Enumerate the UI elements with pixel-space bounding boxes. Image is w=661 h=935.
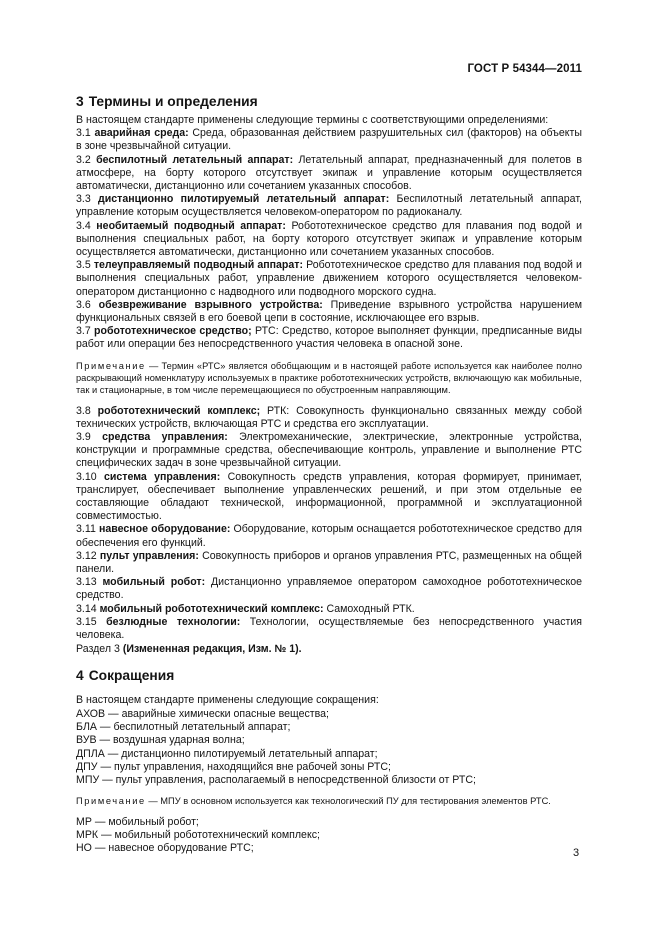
section-title: Термины и определения bbox=[88, 94, 258, 109]
term-number: 3.14 bbox=[76, 602, 97, 615]
term-name: беспилотный летательный аппарат: bbox=[96, 153, 294, 166]
term-number: 3.13 bbox=[76, 576, 97, 589]
abbreviation-item: АХОВ — аварийные химически опасные вещества; bbox=[76, 707, 330, 720]
term-definition: Технологии, осуществляемые без непосредственного участия человека. bbox=[76, 615, 582, 641]
term-entry bbox=[76, 193, 582, 219]
abbreviations-list bbox=[76, 694, 582, 787]
term-definition: Среда, образованная действием разрушительных сил (факторов) на объекты в зоне чрезвычайной ситуации. bbox=[76, 127, 582, 153]
term-name: навесное оборудование: bbox=[98, 523, 231, 536]
terms-list-1 bbox=[76, 127, 582, 351]
abbr-items-1 bbox=[76, 708, 582, 788]
term-number: 3.12 bbox=[76, 549, 97, 562]
term-definition: Самоходный РТК. bbox=[326, 602, 415, 615]
term-name: робототехническое средство; bbox=[94, 325, 252, 338]
note-text: — МПУ в основном используется как технологический ПУ для тестирования элементов РТС. bbox=[145, 796, 551, 807]
term-entry bbox=[76, 220, 582, 260]
term-entry bbox=[76, 154, 582, 194]
page-number: 3 bbox=[573, 847, 580, 859]
page-content bbox=[76, 94, 582, 856]
term-definition: РТС: Средство, которое выполняет функции, предписанные виды работ или операции без непосредственного участия человека в опасной зоне. bbox=[76, 325, 582, 351]
term-entry bbox=[76, 616, 582, 642]
term-number: 3.6 bbox=[76, 298, 91, 311]
term-entry bbox=[76, 550, 582, 576]
term-definition: Летательный аппарат, предназначенный для полетов в атмосфере, на борту которого отсутствует экипаж и управление которым осуществляется автоматически, дистанционно или сочетанием указанных способов. bbox=[76, 153, 582, 193]
note-text: — Термин «РТС» является обобщающим и в настоящей работе используется как наиболее полно раскрывающий номенклатуру используемых в практике робототехнических устройств, включающую как мобильные, так и стационарные, в том числе перемещающиеся по обустроенным направляющим. bbox=[76, 360, 582, 396]
term-definition: Оборудование, которым оснащается робототехническое средство для обеспечения его функций. bbox=[76, 523, 582, 549]
term-definition: Совокупность средств управления, которая формирует, принимает, транслирует, обеспечивает выполнение управленческих решений, и при этом отдельные ее составляющие обладают технической, информационной, программной и эксплуатационной совместимостью. bbox=[76, 470, 582, 523]
term-definition: Приведение взрывного устройства нарушением функциональных связей в его боевой цепи в состояние, исключающее его взрыв. bbox=[76, 298, 582, 325]
term-number: 3.9 bbox=[76, 430, 91, 443]
abbreviation-item: МРК — мобильный робототехнический комплекс; bbox=[76, 829, 320, 842]
term-entry bbox=[76, 471, 582, 524]
term-number: 3.5 bbox=[76, 259, 91, 272]
term-definition: РТК: Совокупность функционально связанных между собой технических устройств, включающая РТС и средства его эксплуатации. bbox=[76, 404, 582, 430]
term-name: аварийная среда: bbox=[94, 127, 189, 140]
abbreviation-item: МПУ — пульт управления, располагаемый в непосредственной близости от РТС; bbox=[76, 774, 476, 787]
term-number: 3.7 bbox=[76, 325, 91, 338]
term-number: 3.1 bbox=[76, 127, 91, 140]
term-name: необитаемый подводный аппарат: bbox=[96, 219, 286, 232]
abbreviation-item: ДПЛА — дистанционно пилотируемый летательный аппарат; bbox=[76, 747, 378, 760]
note-2 bbox=[76, 795, 582, 807]
term-definition: Совокупность приборов и органов управления РТС, размещенных на общей панели. bbox=[76, 549, 582, 575]
term-name: пульт управления: bbox=[99, 549, 199, 562]
section-4-heading bbox=[76, 668, 582, 684]
term-name: безлюдные технологии: bbox=[106, 615, 241, 628]
term-entry bbox=[76, 576, 582, 602]
term-number: 3.11 bbox=[76, 523, 96, 536]
term-entry bbox=[76, 299, 582, 325]
term-name: робототехнический комплекс; bbox=[97, 404, 261, 417]
amendment-line bbox=[76, 643, 582, 656]
term-name: обезвреживание взрывного устройства: bbox=[98, 298, 323, 311]
term-definition: Беспилотный летательный аппарат, управление которым осуществляется человеком-оператором по радиоканалу. bbox=[76, 193, 582, 219]
term-name: мобильный робот: bbox=[102, 576, 206, 589]
abbreviation-item: ВУВ — воздушная ударная волна; bbox=[76, 734, 245, 747]
section-number: 3 bbox=[76, 94, 84, 109]
term-number: 3.3 bbox=[76, 193, 91, 206]
section-4-intro: В настоящем стандарте применены следующие сокращения: bbox=[76, 694, 379, 707]
term-definition: Робототехническое средство для плавания под водой и выполнения специальных работ, на борту которого отсутствует экипаж и управление которым осуществляется автоматически, дистанционно или сочетанием указанных способов. bbox=[76, 219, 583, 259]
section-title: Сокращения bbox=[88, 668, 175, 684]
term-definition: Электромеханические, электрические, электронные устройства, конструкции и программные средства, обеспечивающие контроль, управление и выполнение РТС специфических задач в зоне чрезвычайной ситуации. bbox=[76, 430, 582, 470]
term-number: 3.10 bbox=[76, 470, 97, 483]
abbreviation-item: ДПУ — пульт управления, находящийся вне рабочей зоны РТС; bbox=[76, 760, 391, 773]
abbr-items-2 bbox=[76, 816, 582, 856]
section-number: 4 bbox=[76, 668, 84, 684]
amendment-bold: (Измененная редакция, Изм. № 1). bbox=[122, 643, 302, 656]
term-entry bbox=[76, 603, 582, 616]
term-name: средства управления: bbox=[102, 430, 228, 443]
term-definition: Робототехническое средство для плавания под водой и выполнения специальных работ, управление движением которого осуществляется человеком-оператором дистанционно с надводного или подводного морского судна. bbox=[76, 259, 582, 298]
term-entry bbox=[76, 431, 582, 471]
term-number: 3.15 bbox=[76, 615, 97, 628]
abbreviation-item: БЛА — беспилотный летательный аппарат; bbox=[76, 721, 291, 733]
abbreviation-item: НО — навесное оборудование РТС; bbox=[76, 842, 254, 855]
section-3-intro: В настоящем стандарте применены следующие термины с соответствующими определениями: bbox=[76, 114, 549, 126]
section-3-heading bbox=[76, 94, 582, 110]
term-entry bbox=[76, 405, 582, 431]
terms-list-2 bbox=[76, 405, 582, 643]
amendment-prefix: Раздел 3 bbox=[76, 643, 120, 656]
note-label: Примечание bbox=[76, 796, 146, 807]
term-entry bbox=[76, 259, 582, 299]
term-name: мобильный робототехнический комплекс: bbox=[99, 602, 324, 615]
term-definition: Дистанционно управляемое оператором самоходное робототехническое средство. bbox=[76, 576, 582, 602]
abbreviation-item: МР — мобильный робот; bbox=[76, 815, 199, 828]
term-entry bbox=[76, 127, 582, 153]
term-entry bbox=[76, 523, 582, 549]
term-number: 3.2 bbox=[76, 153, 91, 166]
term-name: система управления: bbox=[103, 470, 221, 483]
note-label: Примечание bbox=[76, 360, 146, 371]
term-name: дистанционно пилотируемый летательный аппарат: bbox=[98, 193, 390, 206]
document-id: ГОСТ Р 54344—2011 bbox=[467, 63, 582, 75]
term-entry bbox=[76, 325, 582, 351]
term-number: 3.8 bbox=[76, 404, 91, 417]
term-name: телеуправляемый подводный аппарат: bbox=[93, 259, 304, 272]
term-number: 3.4 bbox=[76, 219, 91, 232]
note-1 bbox=[76, 360, 582, 397]
